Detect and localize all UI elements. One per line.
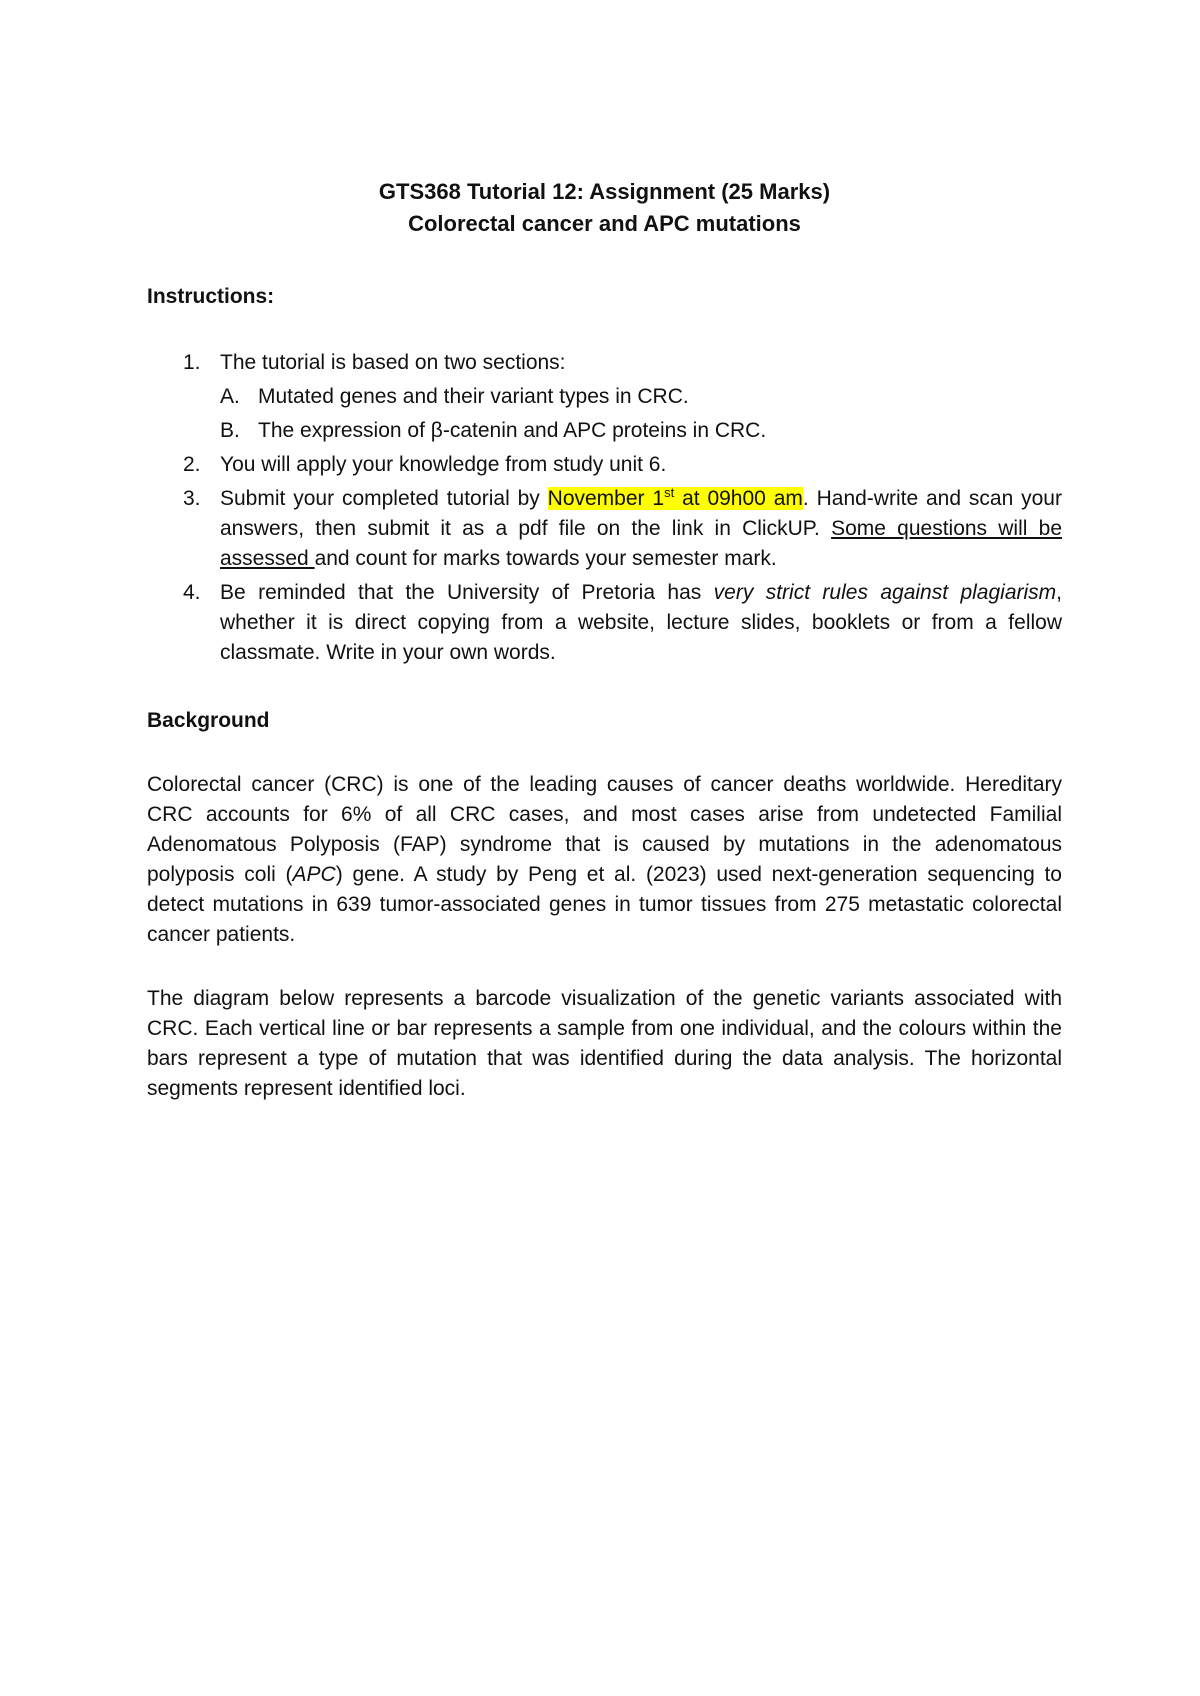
background-paragraph-2: The diagram below represents a barcode visualization of the genetic variants associated with CRC. Each vertical line or bar represents a sample from one individual, and the colours within the bars represent a type of mutation that was identified during the data analysis. The horizontal segments represent identified loci. bbox=[147, 987, 1062, 1100]
sub-item-a bbox=[220, 382, 1062, 412]
instruction-item-2 bbox=[147, 450, 1062, 480]
deadline-ordinal: st bbox=[664, 485, 675, 500]
instruction-text-end: , whether it is direct copying from a website, lecture slides, booklets or from a fellow classmate. Write in your own words. bbox=[220, 581, 1062, 664]
document-content bbox=[147, 176, 1062, 1104]
sub-item-b bbox=[220, 416, 1062, 446]
instruction-number: 3. bbox=[183, 487, 201, 510]
sub-item-text: Mutated genes and their variant types in CRC. bbox=[258, 385, 689, 408]
instruction-text: The tutorial is based on two sections: bbox=[220, 351, 566, 374]
instruction-text-mid: . Hand-write and scan your answers, then submit it as a pdf file on the link in ClickUP. bbox=[220, 487, 1062, 540]
title-line-1: GTS368 Tutorial 12: Assignment (25 Marks) bbox=[378, 179, 831, 204]
instruction-text: You will apply your knowledge from study unit 6. bbox=[220, 453, 667, 476]
instruction-sub-list bbox=[220, 382, 1062, 446]
instruction-text-start: Be reminded that the University of Pretoria has bbox=[220, 581, 714, 604]
instructions-heading: Instructions: bbox=[147, 285, 275, 308]
instruction-text-start: Submit your completed tutorial by bbox=[220, 487, 548, 510]
instruction-item-3 bbox=[147, 484, 1062, 574]
instruction-text-end: and count for marks towards your semester mark. bbox=[314, 547, 777, 570]
deadline-date: November 1 bbox=[547, 487, 665, 510]
instruction-number: 2. bbox=[183, 453, 201, 476]
document-title bbox=[147, 176, 1062, 240]
background-paragraph-1 bbox=[147, 770, 1062, 950]
instruction-number: 1. bbox=[183, 351, 201, 374]
instruction-item-4 bbox=[147, 578, 1062, 668]
sub-item-text: The expression of β-catenin and APC proteins in CRC. bbox=[258, 419, 767, 442]
paragraph-text-start: Colorectal cancer (CRC) is one of the leading causes of cancer deaths worldwide. Hereditary CRC accounts for 6% of all CRC cases, and most cases arise from undetected Familial Adenomatous Polyposis (FAP) syndrome that is caused by mutations in the adenomatous polyposis coli ( bbox=[147, 773, 1062, 886]
instruction-number: 4. bbox=[183, 581, 201, 604]
background-heading: Background bbox=[147, 709, 270, 732]
plagiarism-emphasis: very strict rules against plagiarism bbox=[713, 581, 1057, 604]
title-line-2: Colorectal cancer and APC mutations bbox=[408, 211, 801, 236]
sub-item-letter: B. bbox=[220, 419, 240, 442]
deadline-highlight bbox=[548, 487, 803, 510]
paragraph-text-end: ) gene. A study by Peng et al. (2023) used next-generation sequencing to detect mutations in 639 tumor-associated genes in tumor tissues from 275 metastatic colorectal cancer patients. bbox=[147, 863, 1062, 946]
gene-name: APC bbox=[292, 863, 336, 886]
assessed-note: Some questions will be assessed bbox=[220, 517, 1062, 570]
deadline-time: at 09h00 am bbox=[674, 487, 803, 510]
instructions-list bbox=[147, 348, 1062, 668]
instruction-item-1 bbox=[147, 348, 1062, 446]
sub-item-letter: A. bbox=[220, 385, 240, 408]
